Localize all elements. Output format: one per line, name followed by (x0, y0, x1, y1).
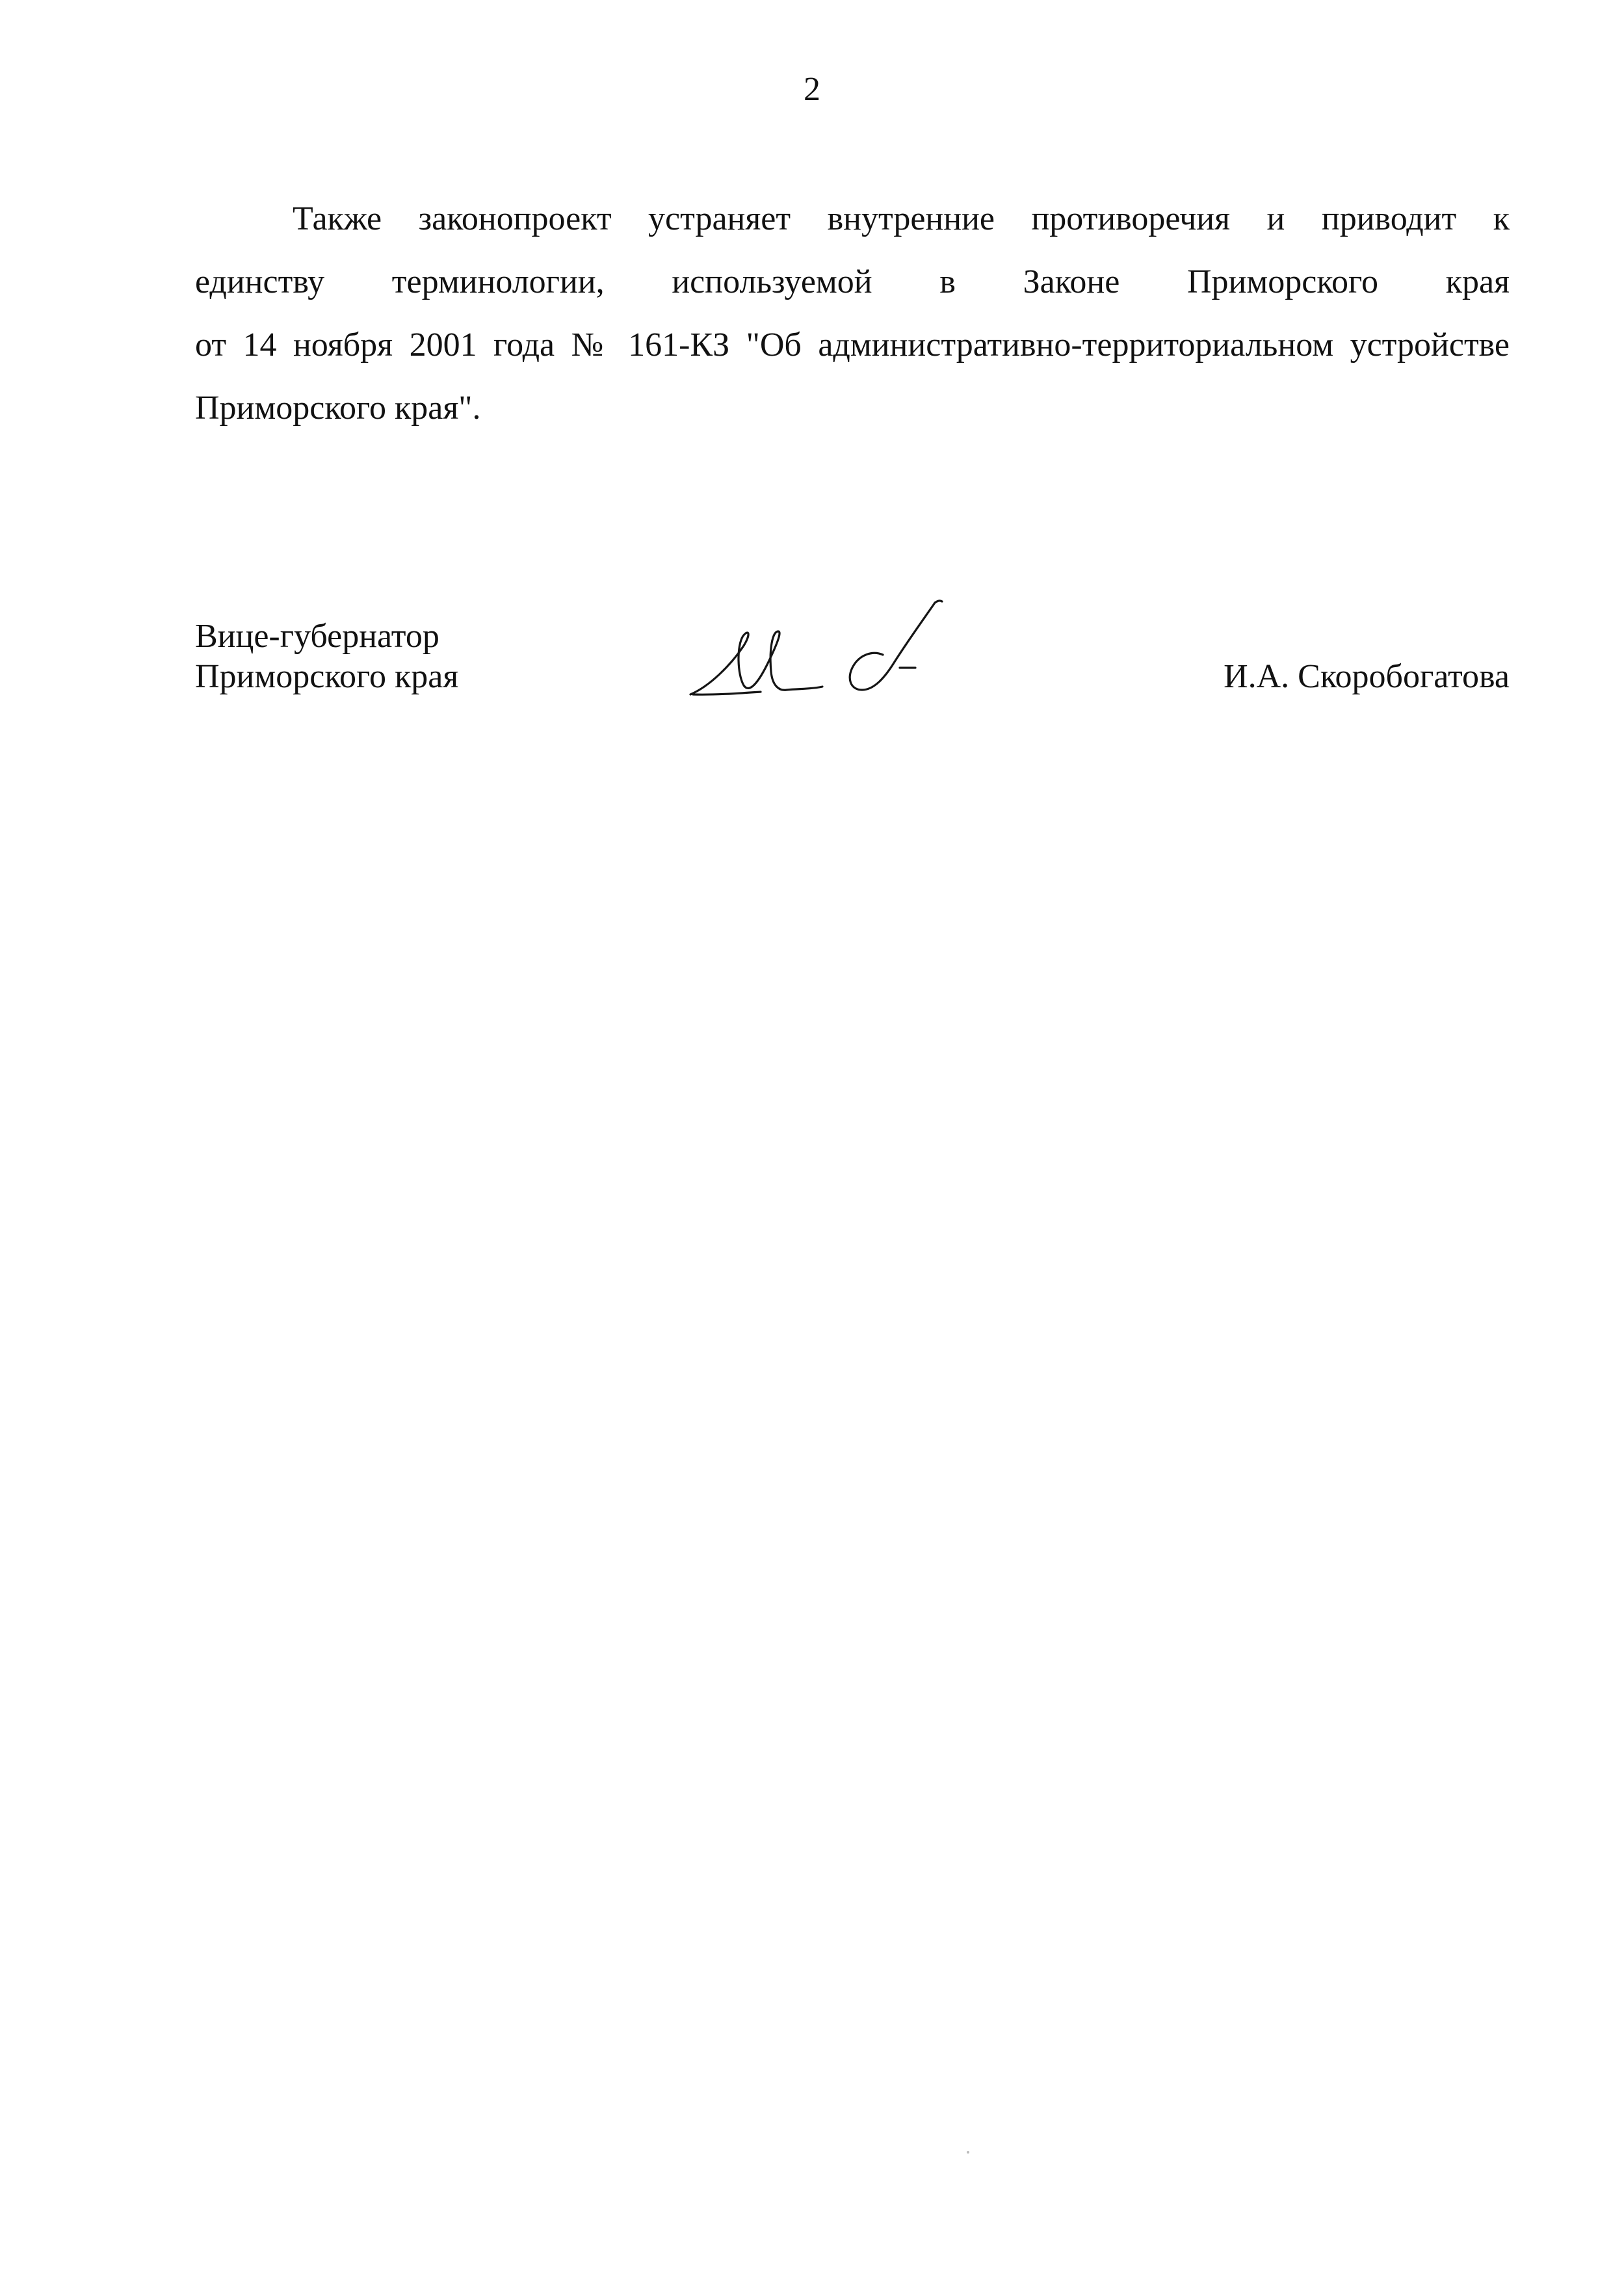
signatory-name: И.А. Скоробогатова (1224, 658, 1510, 695)
position-line-2: Приморского края (195, 658, 459, 695)
body-paragraph (195, 187, 1510, 440)
signatory-position (195, 616, 458, 697)
paragraph-line-2: единству терминологии, используемой в Законе Приморского края (195, 263, 1510, 300)
paragraph-line-4: Приморского края". (195, 389, 481, 427)
handwritten-signature (676, 595, 975, 719)
paragraph-line-3: от 14 ноября 2001 года № 161-КЗ "Об административно-территориальном устройстве (195, 326, 1510, 363)
position-line-1: Вице-губернатор (195, 618, 439, 655)
paragraph-line-1: Также законопроект устраняет внутренние противоречия и приводит к (293, 200, 1510, 237)
page-number: 2 (804, 71, 820, 108)
scan-speck (967, 2151, 969, 2154)
